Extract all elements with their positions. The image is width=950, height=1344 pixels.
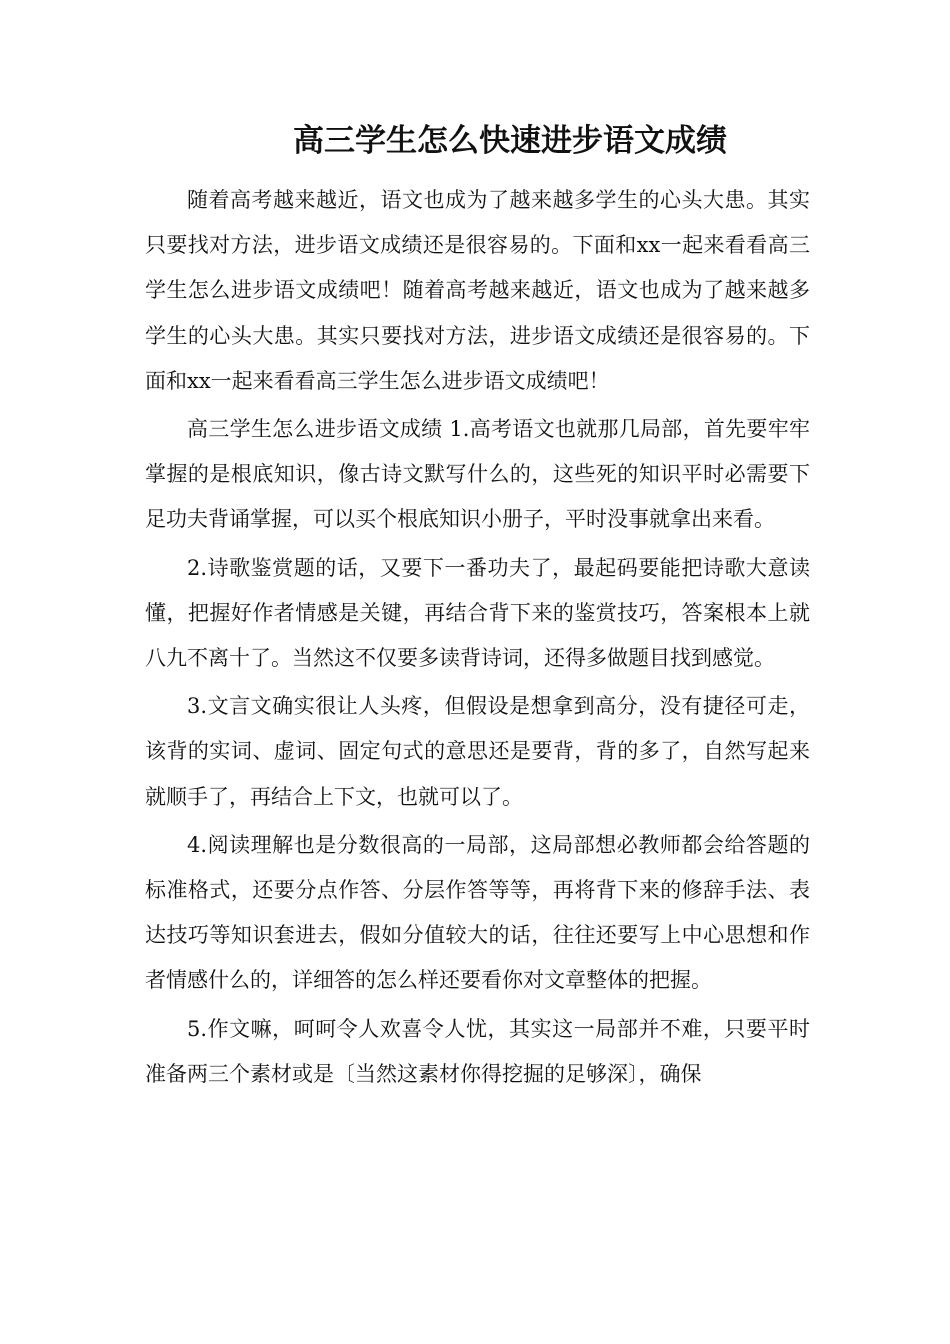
paragraph: 3.文言文确实很让人头疼，但假设是想拿到高分，没有捷径可走，该背的实词、虚词、固定句式的意思还是要背，背的多了，自然写起来就顺手了，再结合上下文，也就可以了。 bbox=[145, 694, 810, 809]
paragraph: 随着高考越来越近，语文也成为了越来越多学生的心头大患。其实只要找对方法，进步语文成绩还是很容易的。下面和xx一起来看看高三学生怎么进步语文成绩吧！随着高考越来越近，语文也成为了越来越多学生的心头大患。其实只要找对方法，进步语文成绩还是很容易的。下面和xx一起来看看高三学生怎么进步语文成绩吧！ bbox=[145, 188, 810, 393]
paragraph: 5.作文嘛，呵呵令人欢喜令人忧，其实这一局部并不难，只要平时准备两三个素材或是〔当然这素材你得挖掘的足够深〕，确保 bbox=[145, 1016, 810, 1086]
document-body bbox=[145, 178, 810, 1097]
document-title: 高三学生怎么快速进步语文成绩 bbox=[293, 123, 727, 159]
paragraph: 高三学生怎么进步语文成绩 1.高考语文也就那几局部，首先要牢牢掌握的是根底知识，像古诗文默写什么的，这些死的知识平时必需要下足功夫背诵掌握，可以买个根底知识小册子，平时没事就拿出来看。 bbox=[145, 417, 810, 532]
paragraph: 2.诗歌鉴赏题的话，又要下一番功夫了，最起码要能把诗歌大意读懂，把握好作者情感是关键，再结合背下来的鉴赏技巧，答案根本上就八九不离十了。当然这不仅要多读背诗词，还得多做题目找到感觉。 bbox=[145, 555, 810, 671]
paragraph: 4.阅读理解也是分数很高的一局部，这局部想必教师都会给答题的标准格式，还要分点作答、分层作答等等，再将背下来的修辞手法、表达技巧等知识套进去，假如分值较大的话，往往还要写上中心思想和作者情感什么的，详细答的怎么样还要看你对文章整体的把握。 bbox=[145, 832, 810, 993]
